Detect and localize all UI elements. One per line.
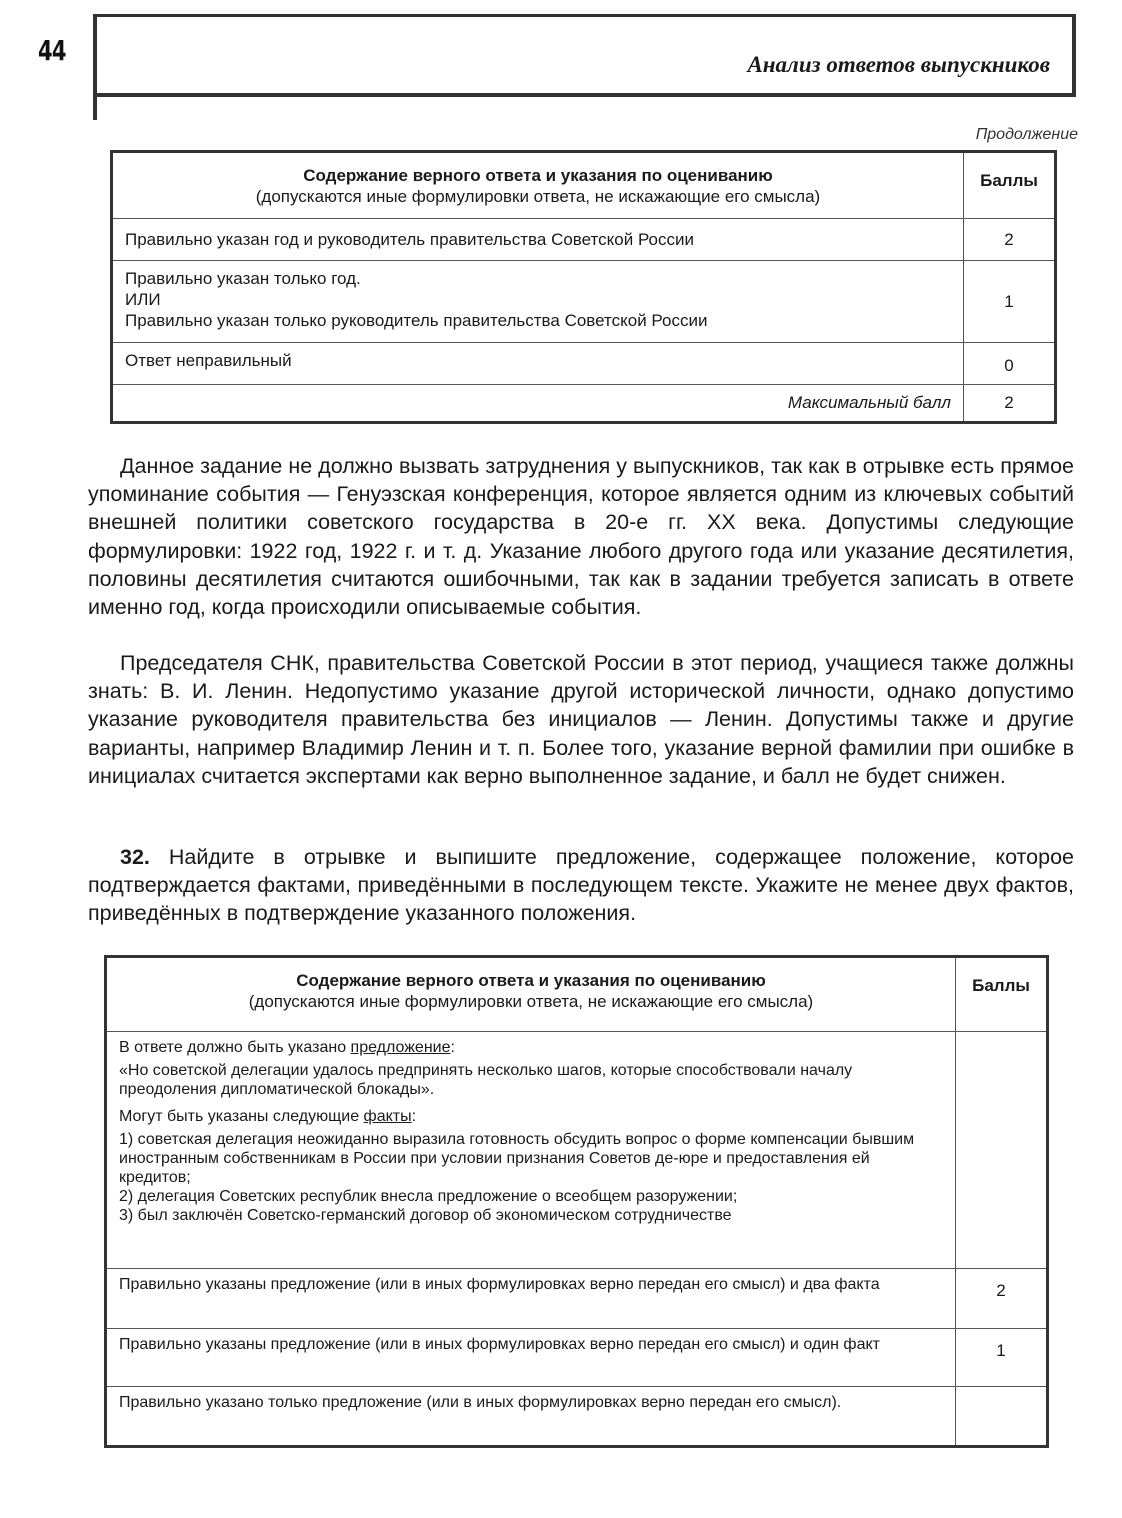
answer-intro: В ответе должно быть указано предложение: [119,1039,455,1056]
criterion-points: 1 [964,261,1056,343]
criterion-text [112,261,964,343]
criterion-text: Правильно указан год и руководитель правительства Советской России [112,219,964,261]
criterion-points: 0 [964,343,1056,385]
criterion-text: Правильно указаны предложение (или в иных формулировках верно передан его смысл) и один факт [106,1329,956,1387]
criterion-text: Правильно указаны предложение (или в иных формулировках верно передан его смысл) и два факта [106,1269,956,1329]
criterion-points [956,1387,1048,1447]
points-header: Баллы [964,152,1056,219]
max-score-value: 2 [964,385,1056,423]
table-header-content [106,957,956,1032]
answer-points-empty [956,1032,1048,1269]
max-score-row [112,385,1056,423]
underlined-term: предложение [350,1039,451,1056]
header-divider [93,96,97,120]
answer-quote: «Но советской делегации удалось предпринять несколько шагов, которые способствовали началу преодоления дипломатической блокады». [119,1062,853,1098]
table-header-row [112,152,1056,219]
table-header-content [112,152,964,219]
table-row [106,1329,1048,1387]
answer-content [106,1032,956,1269]
table-header-row [106,957,1048,1032]
table-row [112,261,1056,343]
header-frame [93,14,1076,97]
facts-intro: Могут быть указаны следующие факты: [119,1108,417,1125]
paragraph-1-text: Данное задание не должно вызвать затруднения у выпускников, так как в отрывке есть прямое упоминание события — Генуэзская конференция, которое является одним из ключевых событий внешней политики советского государства в 20-е гг. XX века. Допустимы следующие формулировки: 1922 год, 1922 г. и т. д. Указание любого другого года или указание десятилетия, половины десятилетия считаются ошибочными, так как в задании требуется записать в ответе именно год, когда происходили описываемые события. [88,454,1074,620]
header-sub-text: (допускаются иные формулировки ответа, не искажающие его смысла) [248,992,814,1011]
max-score-label: Максимальный балл [112,385,964,423]
criterion-or: ИЛИ [125,290,161,309]
criterion-line: Правильно указан только руководитель правительства Советской России [125,311,708,330]
criterion-points: 2 [964,219,1056,261]
task-text: Найдите в отрывке и выпишите предложение, содержащее положение, которое подтверждается фактами, приведёнными в последующем тексте. Укажите не менее двух фактов, приведённых в подтверждение указанного положения. [88,845,1074,926]
paragraph-2-text: Председателя СНК, правительства Советской России в этот период, учащиеся также должны знать: В. И. Ленин. Недопустимо указание другой исторической личности, однако допустимо указание руководителя правительства без инициалов — Ленин. Допустимы также и другие варианты, например Владимир Ленин и т. п. Более того, указание верной фамилии при ошибке в инициалах считается экспертами как верно выполненное задание, и балл не будет снижен. [88,651,1074,788]
header-main-text: Содержание верного ответа и указания по оцениванию [296,971,766,990]
criterion-points: 1 [956,1329,1048,1387]
criteria-table-2 [104,955,1049,1448]
header-sub-text: (допускаются иные формулировки ответа, не искажающие его смысла) [255,187,821,206]
criterion-line: Правильно указан только год. [125,269,361,288]
criteria-table-1 [110,150,1057,424]
table-row [106,1269,1048,1329]
paragraph-1 [88,452,1074,621]
running-header-title: Анализ ответов выпускников [747,52,1050,77]
answer-content-row [106,1032,1048,1269]
task-number: 32. [120,845,150,869]
table-row [106,1387,1048,1447]
fact-1: 1) советская делегация неожиданно выразила готовность обсудить вопрос о форме компенсации бывшим иностранным собственникам в России при условии признания Советов де-юре и предоставления ей кредитов; [119,1131,915,1186]
underlined-term: факты [363,1108,412,1125]
task-32 [88,843,1074,928]
fact-3: 3) был заключён Советско-германский договор об экономическом сотрудничестве [119,1207,732,1224]
paragraph-2 [88,649,1074,790]
criterion-text: Правильно указано только предложение (или в иных формулировках верно передан его смысл). [106,1387,956,1447]
table-row [112,343,1056,385]
page-number: 44 [38,34,66,67]
table-row [112,219,1056,261]
criterion-text: Ответ неправильный [112,343,964,385]
header-main-text: Содержание верного ответа и указания по оцениванию [303,166,773,185]
points-header: Баллы [956,957,1048,1032]
criterion-points: 2 [956,1269,1048,1329]
fact-2: 2) делегация Советских республик внесла предложение о всеобщем разоружении; [119,1188,738,1205]
continuation-label: Продолжение [975,126,1078,143]
